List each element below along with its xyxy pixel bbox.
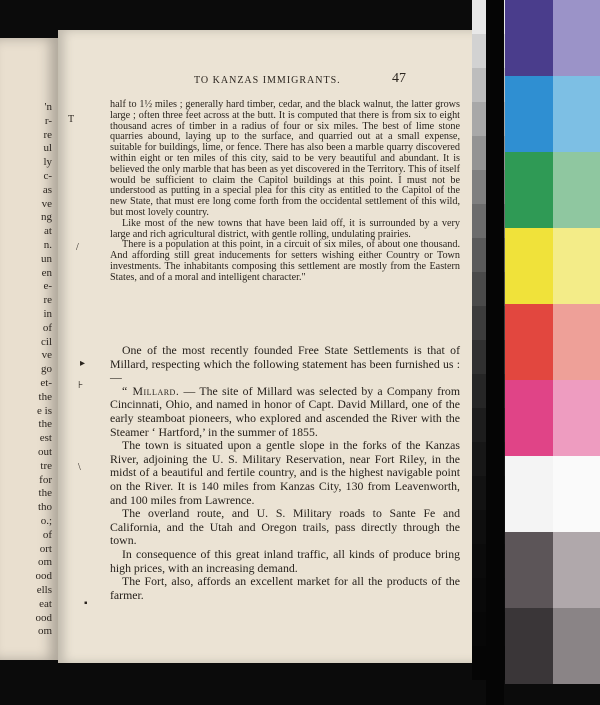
main-text [110, 344, 460, 602]
left-page-fragment: un [41, 252, 52, 265]
left-page-fragment: the [38, 418, 52, 431]
left-page-fragment: ood [35, 611, 52, 624]
page-number: 47 [392, 71, 406, 86]
color-swatch [505, 456, 553, 532]
left-page-fragment: re [43, 294, 52, 307]
color-swatch [505, 152, 553, 228]
color-swatch-row [505, 76, 600, 152]
left-page-fragment: ng [41, 211, 52, 224]
left-page-fragment: ve [41, 349, 52, 362]
color-swatch-row [505, 304, 600, 380]
body-paragraph: In consequence of this great inland traffic, all kinds of produce bring high prices, with an increasing demand. [110, 546, 460, 575]
left-page-fragment: c- [43, 170, 52, 182]
color-swatch-row [505, 0, 600, 76]
left-page-fragment: om [37, 556, 52, 569]
color-swatch [505, 304, 553, 380]
color-swatch [553, 152, 600, 228]
left-page-fragment: ood [35, 570, 52, 583]
left-page-fragment: e is [37, 404, 52, 417]
left-page-fragment: r- [44, 114, 52, 127]
body-paragraph: The Fort, also, affords an excellent market for all the products of the farmer. [110, 574, 460, 602]
millard-heading: “ Millard. [122, 383, 180, 398]
left-page-fragment: en [41, 266, 52, 279]
left-page-fragment: 'n [44, 101, 52, 113]
left-page-fragment: o.; [40, 515, 52, 527]
left-page-fragment: n. [43, 239, 52, 251]
left-page-fragment: est [39, 432, 52, 445]
left-page-fragment: the [38, 390, 52, 403]
left-page-fragment: as [42, 183, 52, 196]
margin-mark: \ [78, 462, 81, 473]
left-page-fragment: out [37, 446, 52, 458]
color-swatch [505, 380, 553, 456]
color-swatch-row [505, 608, 600, 684]
left-page-fragment: ly [43, 156, 52, 169]
color-swatch-row [505, 228, 600, 304]
left-page-fragment: the [38, 487, 52, 500]
scan-divider [486, 0, 504, 705]
left-page-fragment: in [43, 308, 52, 320]
left-page-fragment: of [42, 528, 52, 541]
margin-mark: T [68, 114, 75, 125]
left-page-fragment: ells [36, 584, 52, 596]
left-page-fragment: tre [40, 459, 52, 472]
body-paragraph: The overland route, and U. S. Military roads to Sante Fe and California, and the Utah and Oregon trails, pass directly through the town. [110, 506, 460, 548]
quote-paragraph: half to 1½ miles ; generally hard timber, cedar, and the black walnut, the latter grows large ; often three feet across at the butt. It is computed that there is from six to eight thousand acres of timber in a radius of four or six miles. The best of lime stone quarries abound, laying up to the surface, and quarried out at a small expense, suitable for buildings, lime, or fence. There has also been a marble quarry discovered within eight or ten miles of this city, said to be very beautiful and abundant. It is believed the only marble that has been as yet discovered in the Territory. This of itself would be sufficient to claim the Capitol buildings at this point. I must not be understood as putting in a special plea for this city as entitled to the Capitol of the new State, that must ere long come forth from the occidental settlement of this wild, but most lovely country. [110, 99, 460, 218]
left-page-fragment: om [37, 625, 52, 638]
left-page-fragment: ul [43, 142, 52, 155]
left-page-fragment: re [43, 128, 52, 141]
color-calibration-chart [505, 0, 600, 680]
margin-mark: ▪ [84, 598, 88, 609]
left-page-fragment: for [39, 473, 52, 486]
color-swatch [505, 76, 553, 152]
millard-text: — The site of Millard was selected by a Company from Cincinnati, Ohio, and named in honor of Capt. David Millard, one of the early steamboat pioneers, who explored and ascended the River with the Steamer ‘ Hartford,’ in the summer of 1855. [110, 383, 460, 439]
left-page-fragment: et- [40, 377, 52, 389]
left-page-fragment: go [41, 363, 52, 376]
margin-mark: / [76, 242, 79, 253]
body-paragraph: The town is situated upon a gentle slope in the forks of the Kanzas River, adjoining the U. S. Military Reservation, near Fort Riley, in the midst of a beautiful and fertile country, and is the highest navigable point on the River. It is 140 miles from Kanzas City, 130 from Leavenworth, and 100 miles from Lawrence. [110, 438, 460, 507]
color-swatch [553, 304, 600, 380]
color-swatch-row [505, 532, 600, 608]
color-swatch [553, 608, 600, 684]
body-paragraph-intro: One of the most recently founded Free State Settlements is that of Millard, respecting which the following statement has been furnished us : — [110, 343, 460, 385]
color-swatch [553, 380, 600, 456]
color-swatch-row [505, 152, 600, 228]
book-page [58, 30, 486, 663]
color-swatch [505, 608, 553, 684]
color-swatch [553, 228, 600, 304]
left-page-fragment: cil [41, 335, 52, 348]
left-page-fragment: at [44, 225, 52, 238]
color-swatch [505, 0, 553, 76]
color-swatch [505, 532, 553, 608]
color-swatch-row [505, 380, 600, 456]
left-page-fragment: ve [41, 197, 52, 210]
left-page-fragment: e- [43, 280, 52, 293]
color-swatch [553, 0, 600, 76]
running-title: TO KANZAS IMMIGRANTS. [194, 75, 341, 86]
left-page-fragment: ort [39, 542, 52, 555]
quote-paragraph: There is a population at this point, in a circuit of six miles, of about one thousand. And affording still great inducements for setters wishing either Country or Town investments. The inhabitants composing this settlement are mostly from the Eastern States, and of a moral and intelligent character." [110, 239, 460, 283]
color-swatch [553, 532, 600, 608]
left-page-fragment: eat [39, 597, 52, 610]
margin-mark: ⊦ [78, 380, 84, 391]
color-swatch-row [505, 456, 600, 532]
color-swatch [553, 76, 600, 152]
margin-mark: ▸ [80, 358, 86, 369]
quoted-passage [110, 100, 460, 284]
quote-paragraph: Like most of the new towns that have been laid off, it is surrounded by a very large and rich agricultural district, with gentle rolling, undulating prairies. [110, 217, 460, 240]
body-paragraph-millard [110, 385, 460, 439]
left-page-edge [0, 38, 58, 660]
left-page-fragment: tho [37, 501, 52, 514]
color-swatch [505, 228, 553, 304]
color-swatch [553, 456, 600, 532]
left-page-fragment: of [42, 321, 52, 334]
